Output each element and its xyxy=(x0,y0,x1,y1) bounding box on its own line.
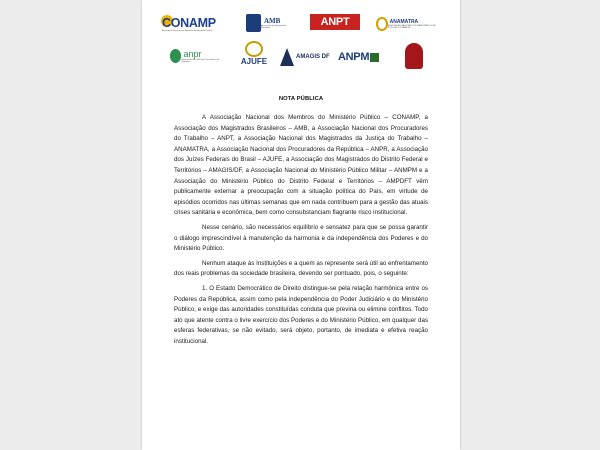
ajufe-emblem-icon xyxy=(245,41,263,57)
ampdft-emblem-icon xyxy=(405,43,423,69)
document-title: NOTA PÚBLICA xyxy=(278,96,324,102)
paragraph: Nenhum ataque às Instituições e a quem as represente será útil ao enfrentamento dos reais problemas da sociedade brasileira, devendo ser pontuado, pois, o seguinte: xyxy=(174,259,428,278)
paragraph: Nesse cenário, são necessários equilíbrio e sensatez para que se possa garantir o diálogo imprescindível à manutenção da harmonia e da independência dos Poderes e do Ministério Público. xyxy=(174,223,428,253)
paragraph: A Associação Nacional dos Membros do Ministério Público – CONAMP, a Associação dos Magistrados Brasileiros – AMB, a Associação Nacional dos Procuradores do Trabalho – ANPT, a Associação Nacional dos Magistrados da Justiça do Trabalho – ANAMATRA, a Associação Nacional dos Procuradores da República – ANPR, a Associação dos Juízes Federais do Brasil – AJUFE, a Associação dos Magistrados do Distrito Federal e Territórios – AMAGIS/DF, a Associação Nacional do Ministério Público Militar – ANMPM e a Associação do Ministério Público do Distrito Federal e Territórios – AMPDFT vêm publicamente externar a preocupação com a situação política do País, em virtude de episódios ocorridos nas últimas semanas que em nada contribuem para a gestão das atuais crises sanitária e econômica, bem como consubstanciam flagrante risco institucional. xyxy=(174,114,428,217)
anamatra-emblem-icon xyxy=(376,17,388,31)
anpm-emblem-icon xyxy=(370,53,379,62)
amagis-emblem-icon xyxy=(280,48,294,66)
amb-emblem-icon xyxy=(246,14,261,32)
anpt-logo: ANPT xyxy=(310,14,360,30)
ajufe-logo: AJUFE xyxy=(239,41,269,73)
anpm-logo: ANPM xyxy=(338,49,396,65)
document-page xyxy=(142,0,460,450)
document-body xyxy=(174,113,428,351)
ampdft-logo xyxy=(405,41,427,71)
logo-banner xyxy=(142,0,460,80)
anamatra-logo: ANAMATRA ASSOCIAÇÃO NACIONAL DOS MAGISTRADOS DA JUSTIÇA DO TRABALHO xyxy=(376,13,442,35)
paragraph: 1. O Estado Democrático de Direito distingue-se pela relação harmônica entre os Poderes da República, assim como pela independência do Poder Judiciário e do Ministério Público, e exige das autoridades constituídas conduta que previna ou elimine conflitos. Todo ato que atente contra o livre exercício dos Poderes e do Ministério Público, em qualquer das esferas federativas, se não evitado, será objeto, portanto, de imediata e efetiva reação institucional. xyxy=(174,284,428,345)
anpr-emblem-icon xyxy=(170,49,181,63)
conamp-logo: CONAMP Associação Nacional dos Membros do Ministério Público xyxy=(162,16,216,32)
amagis-logo: AMAGIS DF xyxy=(280,44,332,70)
anpr-logo: anpr Associação Nacional dos Procuradores da República xyxy=(170,44,220,68)
amb-logo: AMB Associação dos Magistrados Brasileiros xyxy=(246,12,294,34)
